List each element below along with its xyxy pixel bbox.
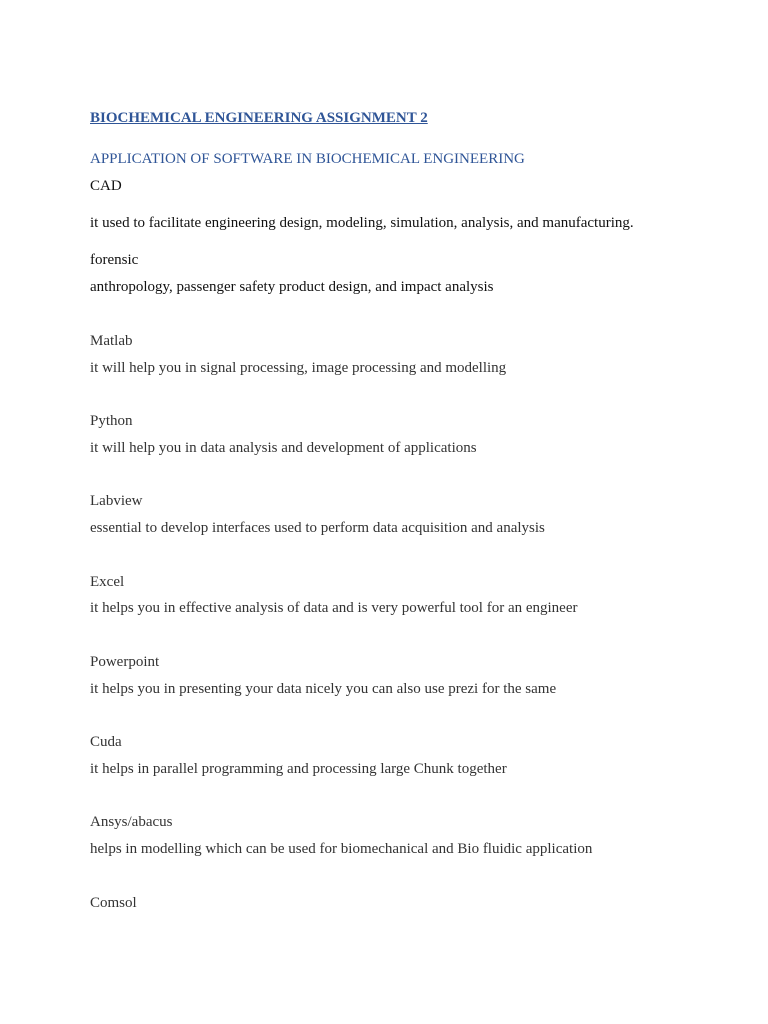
software-description-powerpoint: it helps you in presenting your data nicely you can also use prezi for the same — [90, 681, 557, 697]
software-description-forensic: anthropology, passenger safety product design, and impact analysis — [90, 279, 494, 295]
software-name-forensic: forensic — [90, 252, 139, 268]
software-description-cuda: it helps in parallel programming and processing large Chunk together — [90, 761, 507, 777]
software-description-ansys-abacus: helps in modelling which can be used for biomechanical and Bio fluidic application — [90, 841, 593, 857]
software-name-labview: Labview — [90, 493, 143, 509]
software-name-matlab: Matlab — [90, 333, 133, 349]
document-subtitle: APPLICATION OF SOFTWARE IN BIOCHEMICAL ENGINEERING — [90, 151, 525, 167]
software-name-comsol: Comsol — [90, 895, 137, 911]
software-name-python: Python — [90, 413, 133, 429]
software-description-excel: it helps you in effective analysis of data and is very powerful tool for an engineer — [90, 600, 578, 616]
software-name-powerpoint: Powerpoint — [90, 654, 160, 670]
software-description-matlab: it will help you in signal processing, image processing and modelling — [90, 360, 507, 376]
software-description-python: it will help you in data analysis and development of applications — [90, 440, 477, 456]
software-name-ansys-abacus: Ansys/abacus — [90, 814, 173, 830]
software-name-cuda: Cuda — [90, 734, 122, 750]
software-description-cad: it used to facilitate engineering design, modeling, simulation, analysis, and manufacturing. — [90, 215, 634, 231]
software-name-excel: Excel — [90, 574, 125, 590]
document-title: BIOCHEMICAL ENGINEERING ASSIGNMENT 2 — [90, 110, 428, 126]
software-name-cad: CAD — [90, 178, 122, 194]
software-description-labview: essential to develop interfaces used to perform data acquisition and analysis — [90, 520, 545, 536]
